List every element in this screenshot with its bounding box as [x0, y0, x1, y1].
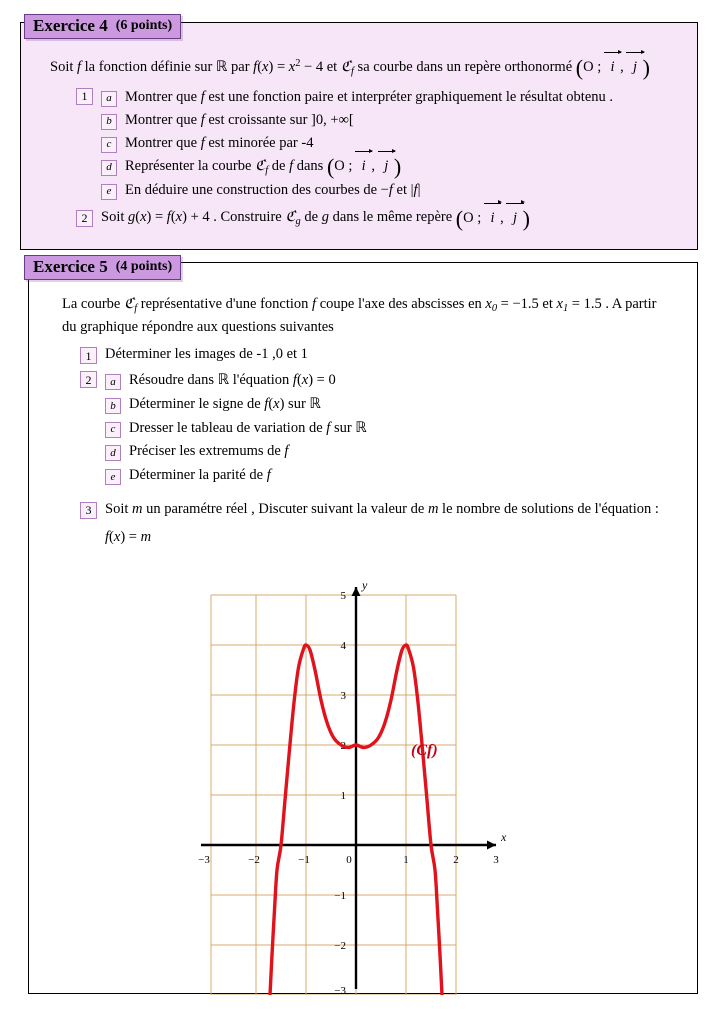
exercise-5-title-banner — [24, 255, 181, 280]
svg-text:2: 2 — [340, 740, 346, 752]
item-text-equation: f(x) = m — [105, 528, 152, 545]
exercise-5-intro — [62, 294, 682, 338]
item-text: Résoudre dans ℝ l'équation f(x) = 0 — [129, 372, 336, 389]
item-text: Déterminer la parité de f — [129, 467, 271, 484]
exercise-5-item-2a — [105, 370, 367, 392]
item-number-badge: 1 — [76, 88, 93, 105]
function-graph — [196, 575, 516, 995]
curve-label: (Cf) — [411, 742, 438, 759]
item-text: Dresser le tableau de variation de f sur ℝ — [129, 419, 367, 436]
exercise-4-title: Exercice 4 — [33, 16, 108, 35]
item-text: Déterminer les images de -1 ,0 et 1 — [105, 346, 308, 363]
axes — [201, 587, 496, 989]
exercise-5-item-2 — [80, 368, 682, 489]
item-letter-badge: c — [101, 137, 117, 153]
exercise-5-item-3 — [80, 499, 682, 549]
exercise-4-item-1 — [76, 85, 684, 203]
item-text: Soit m un paramétre réel , Discuter suivant la valeur de m le nombre de solutions de l'équation : — [105, 500, 659, 517]
svg-text:3: 3 — [340, 690, 346, 702]
item-text: Montrer que f est une fonction paire et interpréter graphiquement le résultat obtenu . — [125, 89, 613, 106]
svg-text:−1: −1 — [334, 890, 346, 902]
item-letter-badge: e — [101, 184, 117, 200]
item-letter-badge: a — [105, 374, 121, 390]
item-number-badge: 2 — [76, 210, 93, 227]
item-number-badge: 3 — [80, 502, 97, 519]
exercise-5-item-2b — [105, 394, 367, 416]
svg-text:0: 0 — [346, 854, 352, 866]
exercise-5-points: (4 points) — [115, 259, 173, 274]
y-axis-label: y — [362, 578, 368, 592]
exercise-4-content — [20, 22, 698, 250]
svg-text:−2: −2 — [248, 854, 260, 866]
item-letter-badge: b — [101, 114, 117, 130]
svg-text:3: 3 — [493, 854, 499, 866]
item-letter-badge: e — [105, 469, 121, 485]
svg-text:1: 1 — [403, 854, 409, 866]
exercise-4-item-1e — [101, 180, 613, 201]
item-letter-badge: c — [105, 422, 121, 438]
item-letter-badge: a — [101, 91, 117, 107]
exercise-5-content — [28, 262, 698, 556]
item-text: Déterminer le signe de f(x) sur ℝ — [129, 395, 321, 412]
exercise-4-points: (6 points) — [115, 18, 173, 33]
item-text: Montrer que f est minorée par -4 — [125, 135, 314, 152]
svg-text:4: 4 — [340, 640, 346, 652]
graph-svg — [196, 575, 516, 995]
item-number-badge: 2 — [80, 371, 97, 388]
item-letter-badge: d — [101, 160, 117, 176]
exercise-5-item-2c — [105, 418, 367, 440]
svg-text:2: 2 — [453, 854, 459, 866]
item-letter-badge: b — [105, 398, 121, 414]
exercise-5-item-2d — [105, 441, 367, 463]
item-text: Représenter la courbe ℭ$_f$ de f dans (O ; i , j ) — [125, 154, 402, 180]
svg-text:1: 1 — [340, 790, 346, 802]
y-tick-labels — [334, 590, 346, 995]
exercise-4-item-1b — [101, 110, 613, 131]
exercise-4-intro: Soit f la fonction définie sur ℝ par $f(x) = x^2 - 4$ et ℭ$_f$ sa courbe dans un repère orthonormé (O ; i , j ) — [50, 55, 650, 81]
item-text: En déduire une construction des courbes de −f et |f| — [125, 182, 421, 199]
exercise-5-intro-line-1: La courbe ℭ$_f$ représentative d'une fonction f coupe l'axe des abscisses en $x_0 = -1.5$ et $x_1 = 1.5$ . A partir — [62, 296, 657, 314]
exercise-5-title: Exercice 5 — [33, 257, 108, 276]
exercise-4-title-banner — [24, 14, 181, 39]
exercise-5-intro-line-2: du graphique répondre aux questions suivantes — [62, 318, 334, 335]
exercise-5-item-1 — [80, 344, 682, 366]
item-text: Montrer que f est croissante sur ]0, +∞[ — [125, 112, 354, 129]
svg-text:−3: −3 — [198, 854, 210, 866]
svg-text:5: 5 — [340, 590, 346, 602]
x-axis-label: x — [501, 830, 507, 844]
exercise-4-item-1d — [101, 156, 613, 178]
exercise-4-item-2 — [76, 207, 684, 229]
grid-lines — [211, 595, 456, 995]
item-number-badge: 1 — [80, 347, 97, 364]
exercise-4-item-1a — [101, 87, 613, 108]
svg-text:−3: −3 — [334, 985, 346, 995]
exercise-5-item-2e — [105, 465, 367, 487]
item-letter-badge: d — [105, 445, 121, 461]
svg-text:−1: −1 — [298, 854, 310, 866]
x-tick-labels — [198, 854, 499, 866]
svg-text:−2: −2 — [334, 940, 346, 952]
item-text: Soit g(x) = f(x) + 4 . Construire ℭ$_g$ de g dans le même repère (O ; i , j ) — [101, 205, 530, 231]
item-text: Préciser les extremums de f — [129, 443, 289, 460]
